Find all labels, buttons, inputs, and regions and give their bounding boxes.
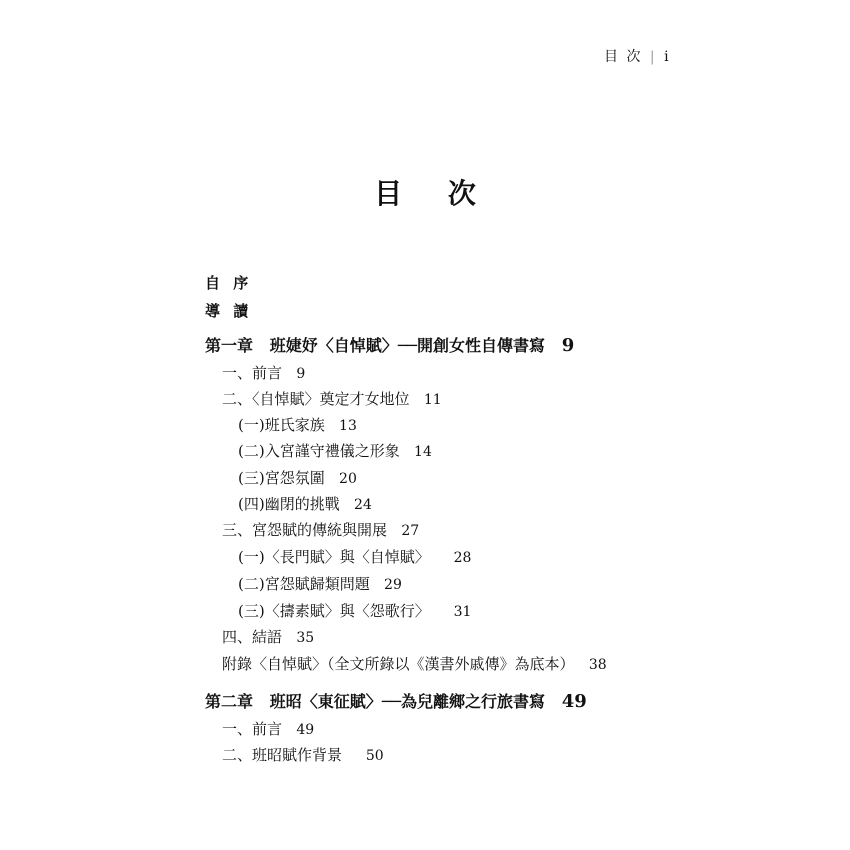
subsection-title: (一)〈長門賦〉與〈自悼賦〉 — [238, 548, 430, 566]
chapter-1-label: 第一章 — [205, 336, 254, 355]
toc-section — [222, 748, 384, 763]
appendix-page: 38 — [588, 657, 607, 673]
subsection-title: (三)宮怨氛圍 — [238, 469, 325, 487]
toc-section — [222, 392, 442, 407]
running-head-separator: | — [649, 49, 657, 65]
toc-chapter-1 — [205, 337, 574, 355]
chapter-2-label: 第二章 — [205, 692, 254, 711]
section-title: 三、宮怨賦的傳統與開展 — [222, 521, 388, 539]
subsection-page: 14 — [414, 444, 432, 460]
section-page: 27 — [401, 523, 420, 539]
subsection-title: (二)宮怨賦歸類問題 — [238, 575, 370, 593]
toc-subsection — [238, 497, 372, 512]
subsection-page: 31 — [453, 604, 472, 620]
toc-section — [222, 722, 314, 737]
toc-entry-introduction: 導 讀 — [205, 302, 253, 320]
subsection-page: 24 — [354, 497, 372, 513]
section-title: 二、班昭賦作背景 — [222, 746, 343, 764]
subsection-title: (三)〈擣素賦〉與〈怨歌行〉 — [238, 602, 430, 620]
section-page: 49 — [296, 722, 315, 738]
toc-subsection — [238, 471, 357, 486]
page-title: 目 次 — [374, 177, 494, 210]
toc-section — [222, 630, 314, 645]
toc-subsection — [238, 444, 432, 459]
chapter-1-title: 班婕妤〈自悼賦〉──開創女性自傳書寫 — [269, 336, 546, 355]
section-page: 50 — [365, 748, 384, 764]
toc-chapter-2 — [205, 693, 587, 711]
subsection-title: (四)幽閉的挑戰 — [238, 495, 340, 513]
subsection-page: 13 — [339, 418, 357, 434]
section-page: 35 — [296, 630, 315, 646]
toc-subsection — [238, 550, 471, 565]
toc-subsection — [238, 418, 357, 433]
toc-appendix — [222, 657, 607, 672]
section-title: 一、前言 — [222, 720, 283, 738]
subsection-page: 28 — [453, 550, 472, 566]
section-title: 二、〈自悼賦〉奠定才女地位 — [222, 390, 410, 408]
toc-section — [222, 366, 305, 381]
section-title: 四、結語 — [222, 628, 283, 646]
toc-section — [222, 523, 419, 538]
chapter-1-page: 9 — [561, 335, 575, 356]
running-head-title: 目 次 — [604, 49, 643, 65]
subsection-title: (一)班氏家族 — [238, 416, 325, 434]
toc-subsection — [238, 577, 402, 592]
subsection-page: 29 — [384, 577, 402, 593]
chapter-2-title: 班昭〈東征賦〉──為兒離鄉之行旅書寫 — [269, 692, 546, 711]
appendix-title: 附錄〈自悼賦〉（全文所錄以《漢書外戚傳》為底本） — [222, 655, 575, 673]
toc-subsection — [238, 604, 471, 619]
section-title: 一、前言 — [222, 364, 283, 382]
toc-entry-preface: 自 序 — [205, 274, 253, 292]
section-page: 11 — [423, 392, 442, 408]
subsection-page: 20 — [339, 471, 357, 487]
subsection-title: (二)入宮謹守禮儀之形象 — [238, 442, 400, 460]
chapter-2-page: 49 — [561, 691, 587, 712]
running-head-page-number: i — [664, 49, 671, 65]
section-page: 9 — [296, 366, 306, 382]
running-head — [604, 46, 671, 66]
